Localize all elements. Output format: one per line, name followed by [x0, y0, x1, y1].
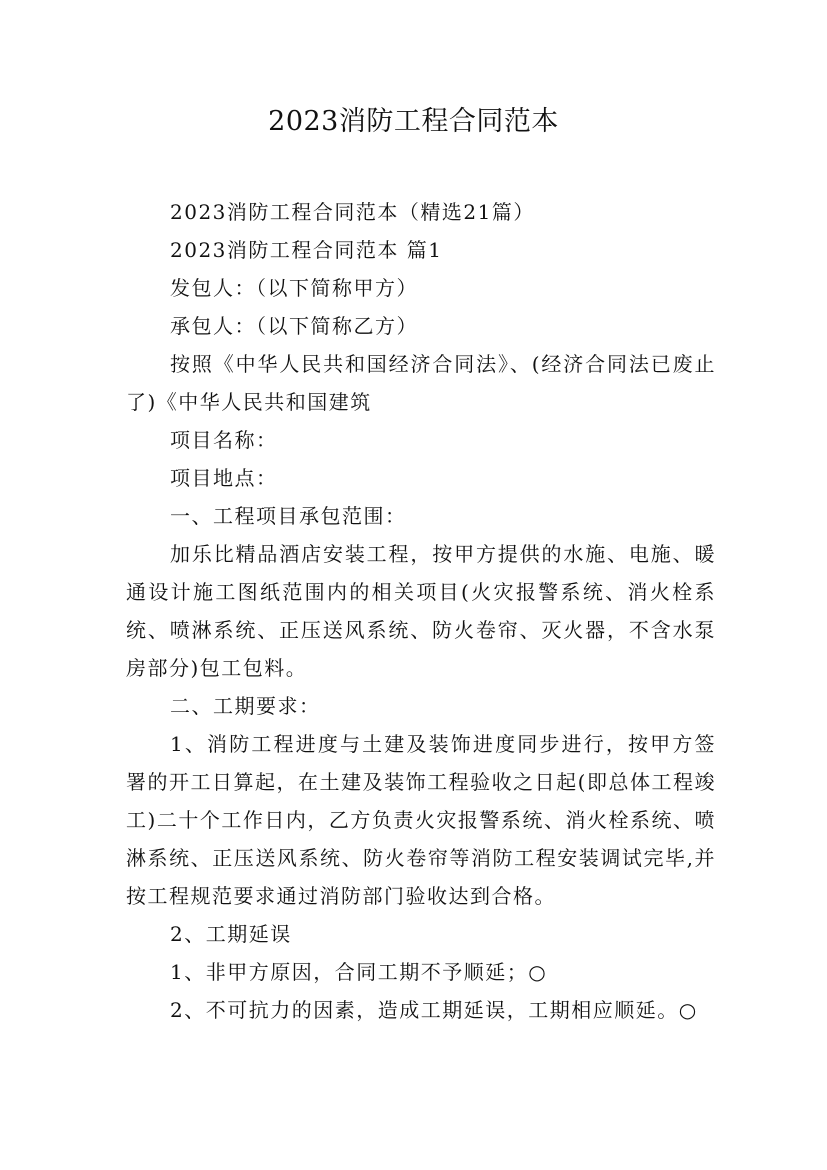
paragraph-project-location: 项目地点：	[170, 466, 278, 490]
paragraph-legal-basis: 按照《中华人民共和国经济合同法》、(经济合同法已废止了)《中华人民共和国建筑	[126, 352, 716, 414]
paragraph-section-heading: 2023消防工程合同范本 篇1	[170, 238, 443, 262]
document-title: 2023消防工程合同范本	[268, 106, 559, 137]
paragraph-delay-item-2: 2、不可抗力的因素，造成工期延误，工期相应顺延。○	[170, 998, 698, 1022]
paragraph-employer: 发包人：（以下简称甲方）	[170, 276, 418, 300]
document-body	[126, 193, 716, 1029]
paragraph-delay-item-1: 1、非甲方原因，合同工期不予顺延；○	[170, 960, 548, 984]
paragraph-contractor: 承包人：（以下简称乙方）	[170, 314, 418, 338]
paragraph-schedule-detail: 1、消防工程进度与土建及装饰进度同步进行，按甲方签署的开工日算起，在土建及装饰工程验收之日起(即总体工程竣工)二十个工作日内，乙方负责火灾报警系统、消火栓系统、喷淋系统、正压送风系统、防火卷帘等消防工程安装调试完毕,并按工程规范要求通过消防部门验收达到合格。	[126, 732, 716, 908]
paragraph-project-name: 项目名称：	[170, 428, 278, 452]
paragraph-schedule-heading: 二、工期要求：	[170, 694, 321, 718]
paragraph-delay-heading: 2、工期延误	[170, 922, 292, 946]
paragraph-scope-detail: 加乐比精品酒店安装工程，按甲方提供的水施、电施、暖通设计施工图纸范围内的相关项目(火灾报警系统、消火栓系统、喷淋系统、正压送风系统、防火卷帘、灭火器，不含水泵房部分)包工包料。	[126, 542, 716, 680]
paragraph-subtitle: 2023消防工程合同范本（精选21篇）	[170, 200, 535, 224]
paragraph-scope-heading: 一、工程项目承包范围：	[170, 504, 407, 528]
